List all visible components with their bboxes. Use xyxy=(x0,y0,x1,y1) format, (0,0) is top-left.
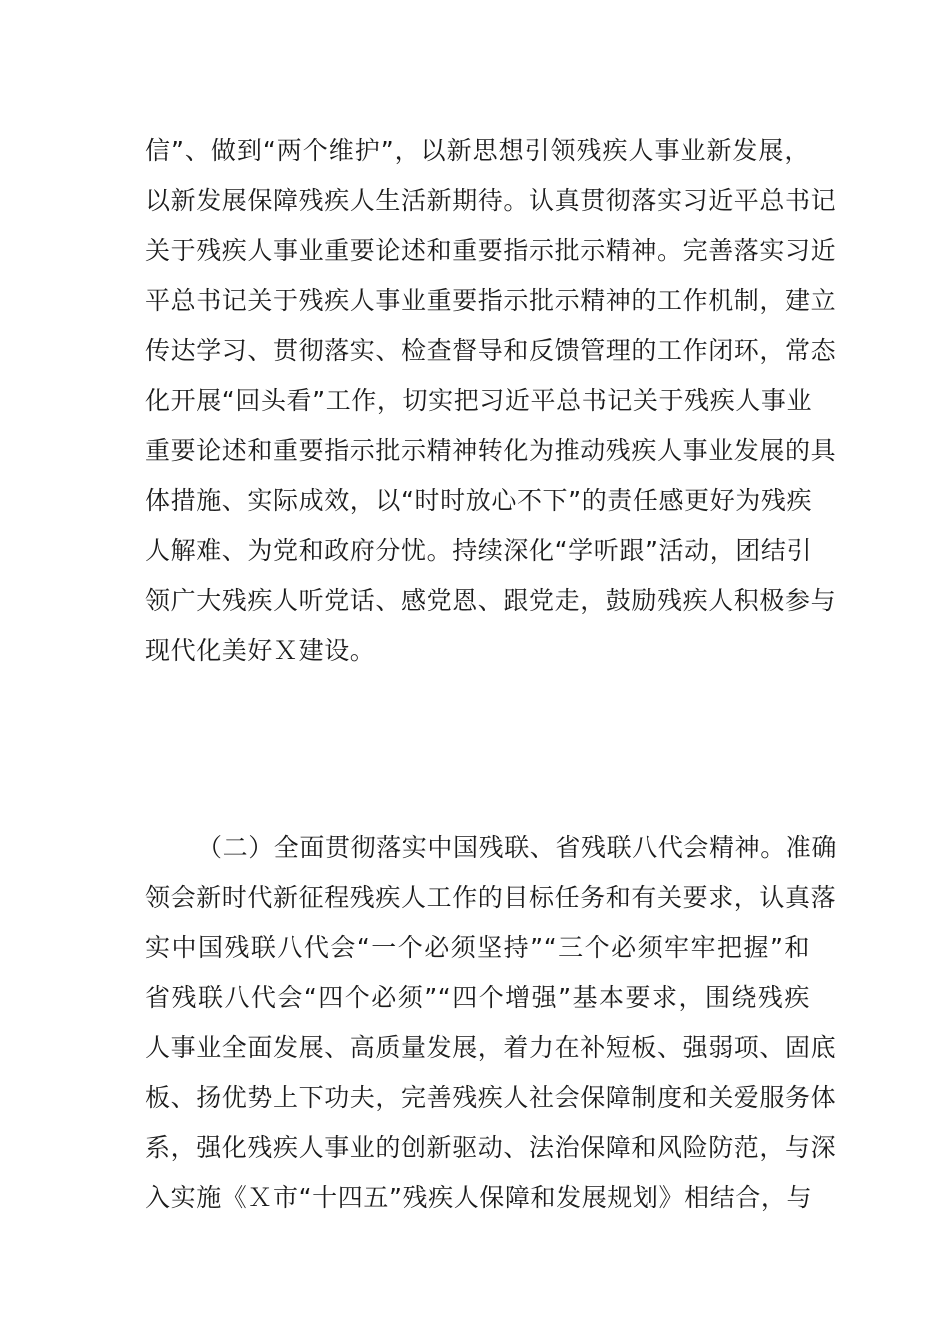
text-line: 现代化美好Ｘ建设。 xyxy=(145,636,376,665)
text-line: 以新发展保障残疾人生活新期待。认真贯彻落实习近平总书记 xyxy=(145,186,837,215)
text-line: 人事业全面发展、高质量发展，着力在补短板、强弱项、固底 xyxy=(145,1033,837,1062)
text-line: 系，强化残疾人事业的创新驱动、法治保障和风险防范，与深 xyxy=(145,1133,837,1162)
text-line: 人解难、为党和政府分忧。持续深化“学听跟”活动，团结引 xyxy=(145,536,813,565)
text-line: 领会新时代新征程残疾人工作的目标任务和有关要求，认真落 xyxy=(145,883,837,912)
text-line: 实中国残联八代会“一个必须坚持”“三个必须牢牢把握”和 xyxy=(145,933,810,962)
text-line: 入实施《Ｘ市“十四五”残疾人保障和发展规划》相结合，与 xyxy=(145,1183,813,1212)
text-line: 领广大残疾人听党话、感党恩、跟党走，鼓励残疾人积极参与 xyxy=(145,586,837,615)
text-line: 平总书记关于残疾人事业重要指示批示精神的工作机制，建立 xyxy=(145,286,837,315)
text-line: 信”、做到“两个维护”，以新思想引领残疾人事业新发展， xyxy=(145,136,810,165)
text-line: 板、扬优势上下功夫，完善残疾人社会保障制度和关爱服务体 xyxy=(145,1083,837,1112)
text-line: 体措施、实际成效，以“时时放心不下”的责任感更好为残疾 xyxy=(145,486,813,515)
text-line: 化开展“回头看”工作，切实把习近平总书记关于残疾人事业 xyxy=(145,386,813,415)
text-line: 重要论述和重要指示批示精神转化为推动残疾人事业发展的具 xyxy=(145,436,837,465)
text-line: 关于残疾人事业重要论述和重要指示批示精神。完善落实习近 xyxy=(145,236,837,265)
text-line: （二）全面贯彻落实中国残联、省残联八代会精神。准确 xyxy=(197,833,838,862)
text-line: 传达学习、贯彻落实、检查督导和反馈管理的工作闭环，常态 xyxy=(145,336,837,365)
text-line: 省残联八代会“四个必须”“四个增强”基本要求，围绕残疾 xyxy=(145,983,810,1012)
